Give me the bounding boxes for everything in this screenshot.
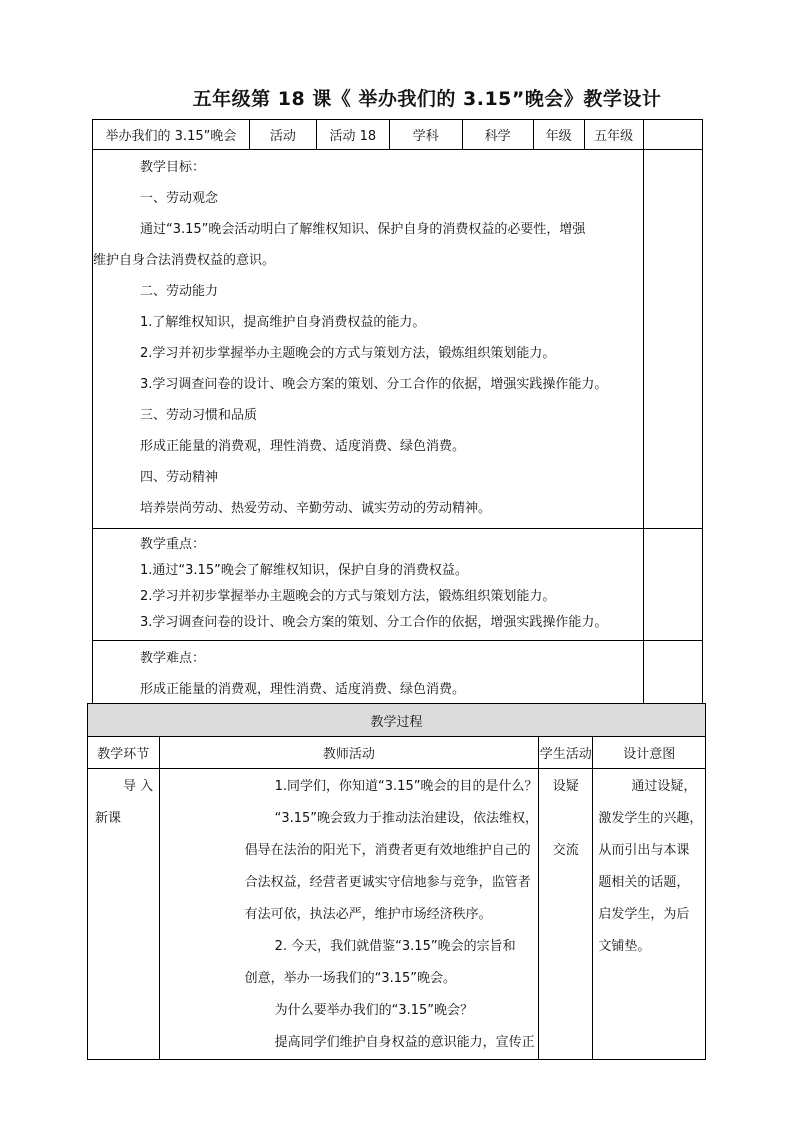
teacher-line: “3.15”晚会致力于推动法治建设，依法维权， [274,811,539,826]
key-points-side-cell [643,529,702,641]
objectives-row [93,150,703,529]
teacher-line: 倡导在法治的阳光下，消费者更有效地维护自己的 [244,843,531,858]
section-1-line-1: 通过“3.15”晚会活动明白了解维权知识、保护自身的消费权益的必要性，增强 [140,222,586,237]
student-activity-cell [539,769,593,1060]
blank-cell [643,120,702,150]
difficulties-cell [93,641,644,706]
section-2-item: 3.学习调查问卷的设计、晚会方案的策划、分工合作的依据，增强实践操作能力。 [140,377,608,392]
intent-line: 题相关的话题， [598,875,690,890]
subject-value-cell: 科学 [462,120,533,150]
column-header-stage: 教学环节 [88,737,160,769]
section-4-text: 培养崇尚劳动、热爱劳动、辛勤劳动、诚实劳动的劳动精神。 [140,501,492,516]
key-points-cell [93,529,644,641]
lesson-name-cell: 举办我们的 3.15”晚会 [93,120,250,150]
stage-line-2: 新课 [95,811,122,826]
difficulties-row [93,641,703,706]
key-point-item: 3.学习调查问卷的设计、晚会方案的策划、分工合作的依据，增强实践操作能力。 [140,615,608,630]
section-2-item: 2.学习并初步掌握举办主题晚会的方式与策划方法，锻炼组织策划能力。 [140,346,556,361]
student-activity-discuss: 交流 [552,843,579,858]
intent-line: 文铺垫。 [598,939,651,954]
teacher-line: 合法权益，经营者更诚实守信地参与竞争，监管者 [244,875,531,890]
teacher-line: 1.同学们，你知道“3.15”晚会的目的是什么？ [274,779,538,794]
lesson-info-table [92,119,703,706]
design-intent-cell [593,769,706,1060]
difficulties-side-cell [643,641,702,706]
intent-line: 启发学生，为后 [598,907,690,922]
activity-number-cell: 活动 18 [316,120,389,150]
section-1-line-2: 维护自身合法消费权益的意识。 [93,253,276,268]
info-row [93,120,703,150]
teacher-line: 提高同学们维护自身权益的意识能力，宣传正 [274,1035,535,1050]
section-1-title: 一、劳动观念 [140,191,219,206]
objectives-heading: 教学目标： [140,160,206,175]
key-point-item: 2.学习并初步掌握举办主题晚会的方式与策划方法，锻炼组织策划能力。 [140,589,556,604]
column-header-teacher: 教师活动 [159,737,538,769]
objectives-side-cell [643,150,702,529]
intent-line: 通过设疑， [631,779,697,794]
document-title: 五年级第 18 课《 举办我们的 3.15”晚会》教学设计 [192,88,662,110]
teaching-process-table [87,703,706,1060]
subject-label-cell: 学科 [389,120,462,150]
process-header: 教学过程 [88,704,706,737]
section-3-text: 形成正能量的消费观，理性消费、适度消费、绿色消费。 [140,439,466,454]
teacher-line: 创意，举办一场我们的“3.15”晚会。 [244,971,457,986]
teacher-line: 为什么要举办我们的“3.15”晚会？ [274,1003,474,1018]
column-header-student: 学生活动 [539,737,593,769]
stage-cell [88,769,160,1060]
grade-label-cell: 年级 [533,120,584,150]
section-2-title: 二、劳动能力 [140,284,219,299]
teacher-line: 2. 今天，我们就借鉴“3.15”晚会的宗旨和 [274,939,516,954]
column-header-intent: 设计意图 [593,737,706,769]
process-row-intro [88,769,706,1060]
section-3-title: 三、劳动习惯和品质 [140,408,258,423]
intent-line: 激发学生的兴趣， [598,811,703,826]
process-column-headers [88,737,706,769]
key-point-item: 1.通过“3.15”晚会了解维权知识，保护自身的消费权益。 [140,563,468,578]
type-label-cell: 活动 [249,120,316,150]
grade-value-cell: 五年级 [584,120,643,150]
section-4-title: 四、劳动精神 [140,470,219,485]
section-2-item: 1.了解维权知识，提高维护自身消费权益的能力。 [140,315,426,330]
objectives-cell [93,150,644,529]
student-activity-question: 设疑 [552,779,579,794]
key-points-heading: 教学重点： [140,537,206,552]
difficulties-text: 形成正能量的消费观，理性消费、适度消费、绿色消费。 [140,682,466,697]
stage-line-1: 导 入 [123,779,154,794]
teacher-line: 有法可依，执法必严，维护市场经济秩序。 [244,907,492,922]
key-points-row [93,529,703,641]
difficulties-heading: 教学难点： [140,651,206,666]
teacher-activity-cell [159,769,538,1060]
intent-line: 从而引出与本课 [598,843,690,858]
